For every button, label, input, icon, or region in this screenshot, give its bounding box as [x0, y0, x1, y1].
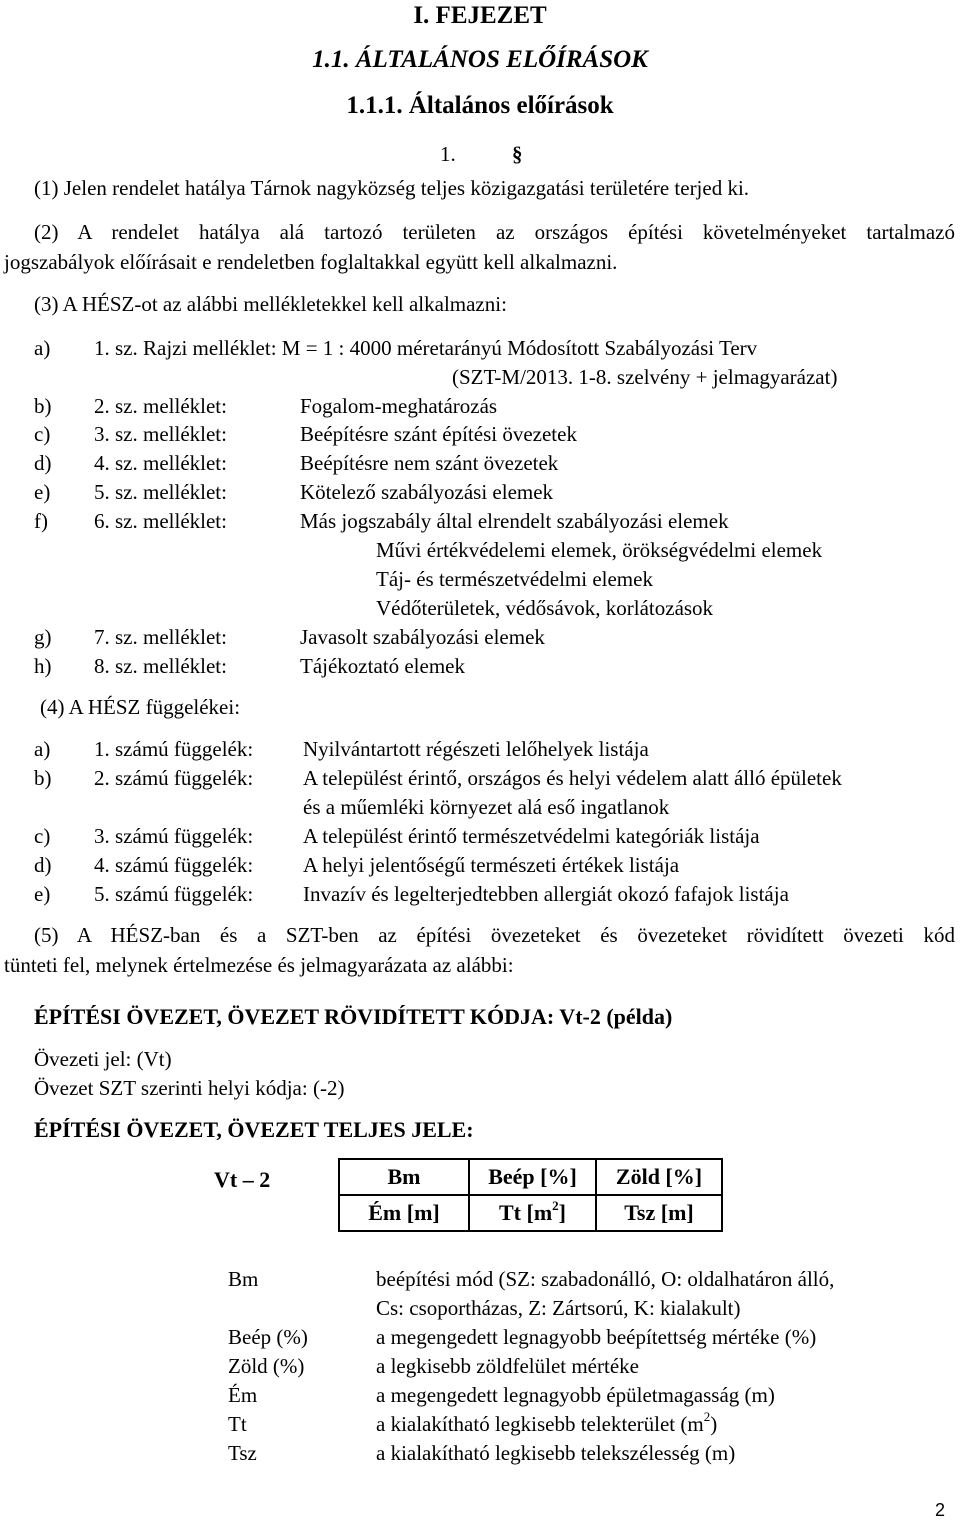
appendix-title: Nyilvántartott régészeti lelőhelyek listája — [303, 737, 649, 761]
zone-code: Övezet SZT szerinti helyi kódja: (-2) — [34, 1076, 345, 1100]
appendix-title: A települést érintő, országos és helyi védelem alatt álló épületek — [303, 766, 842, 790]
annex-title: Beépítésre nem szánt övezetek — [300, 451, 559, 475]
zone-mark: Övezeti jel: (Vt) — [34, 1047, 172, 1071]
annex-number: 6. sz. melléklet: — [94, 509, 227, 533]
annex-letter: c) — [34, 422, 51, 446]
appendix-title-cont: és a műemléki környezet alá eső ingatlanok — [303, 795, 670, 819]
annex-letter: h) — [34, 654, 52, 678]
annex-title: Fogalom-meghatározás — [300, 394, 498, 418]
annex-item-text-cont: (SZT-M/2013. 1-8. szelvény + jelmagyarázat) — [452, 365, 838, 389]
legend-abbr: Ém — [228, 1383, 258, 1407]
appendix-number: 1. számú függelék: — [94, 737, 254, 761]
appendix-number: 4. számú függelék: — [94, 853, 254, 877]
subsection-heading: 1.1.1. Általános előírások — [346, 92, 614, 119]
appendix-letter: a) — [34, 737, 51, 761]
legend-desc — [376, 1409, 718, 1436]
legend-abbr: Tt — [228, 1412, 247, 1436]
annex-number: 7. sz. melléklet: — [94, 625, 227, 649]
appendix-number: 3. számú függelék: — [94, 824, 254, 848]
annex-item-text: 1. sz. Rajzi melléklet: M = 1 : 4000 méretarányú Módosított Szabályozási Terv — [94, 336, 758, 360]
appendix-letter: e) — [34, 882, 51, 906]
annex-number: 2. sz. melléklet: — [94, 394, 227, 418]
appendix-letter: c) — [34, 824, 51, 848]
annex-sub-item: Művi értékvédelemi elemek, örökségvédelmi elemek — [376, 538, 823, 562]
annex-number: 4. sz. melléklet: — [94, 451, 227, 475]
short-code-heading: ÉPÍTÉSI ÖVEZET, ÖVEZET RÖVIDÍTETT KÓDJA: Vt-2 (példa) — [34, 1004, 673, 1029]
full-mark-heading: ÉPÍTÉSI ÖVEZET, ÖVEZET TELJES JELE: — [34, 1117, 474, 1142]
paragraph-5-line-1: (5) A HÉSZ-ban és a SZT-ben az építési övezeteket és övezeteket rövidített övezeti kód — [34, 923, 955, 947]
annex-letter: a) — [34, 336, 51, 360]
appendix-letter: d) — [34, 853, 52, 877]
annex-letter: f) — [34, 509, 48, 533]
paragraph-1: (1) Jelen rendelet hatálya Tárnok nagyközség teljes közigazgatási területére terjed ki. — [34, 176, 750, 200]
annex-title: Kötelező szabályozási elemek — [300, 480, 554, 504]
paragraph-2-line-2: jogszabályok előírásait e rendeletben foglaltakkal együtt kell alkalmazni. — [4, 250, 618, 274]
annex-number: 5. sz. melléklet: — [94, 480, 227, 504]
table-cell: Bm — [339, 1159, 469, 1195]
table-cell: Zöld [%] — [596, 1159, 722, 1195]
cell-text: ] — [558, 1200, 566, 1225]
legend-abbr: Beép (%) — [228, 1325, 308, 1349]
paragraph-2-line-1: (2) A rendelet hatálya alá tartozó területen az országos építési követelményeket tartalmazó — [34, 220, 955, 244]
table-row — [339, 1159, 722, 1195]
appendix-title: A települést érintő természetvédelmi kategóriák listája — [303, 824, 760, 848]
legend-abbr: Zöld (%) — [228, 1354, 305, 1378]
zone-code-table — [338, 1158, 723, 1232]
paragraph-sign: § — [512, 142, 523, 166]
annex-letter: g) — [34, 625, 52, 649]
annex-title: Beépítésre szánt építési övezetek — [300, 422, 577, 446]
legend-superscript: 2 — [703, 1409, 711, 1424]
annex-sub-item: Védőterületek, védősávok, korlátozások — [376, 596, 714, 620]
appendix-title: A helyi jelentőségű természeti értékek listája — [303, 853, 680, 877]
table-cell: Tsz [m] — [596, 1195, 722, 1231]
legend-abbr: Bm — [228, 1267, 259, 1291]
appendix-number: 5. számú függelék: — [94, 882, 254, 906]
section-heading: 1.1. ÁLTALÁNOS ELŐÍRÁSOK — [312, 46, 648, 73]
legend-desc: a legkisebb zöldfelület mértéke — [376, 1354, 639, 1378]
legend-desc: a kialakítható legkisebb telekszélesség (m) — [376, 1441, 736, 1465]
legend-desc: a megengedett legnagyobb beépítettség mértéke (%) — [376, 1325, 817, 1349]
annex-number: 8. sz. melléklet: — [94, 654, 227, 678]
table-cell — [469, 1195, 596, 1231]
annex-letter: e) — [34, 480, 51, 504]
legend-desc: a megengedett legnagyobb épületmagasság (m) — [376, 1383, 775, 1407]
paragraph-5-line-2: tünteti fel, melynek értelmezése és jelmagyarázata az alábbi: — [4, 953, 514, 977]
legend-desc: beépítési mód (SZ: szabadonálló, O: oldalhatáron álló, — [376, 1267, 835, 1291]
annex-title: Javasolt szabályozási elemek — [300, 625, 545, 649]
annex-letter: b) — [34, 394, 52, 418]
annex-title: Tájékoztató elemek — [300, 654, 465, 678]
table-cell: Beép [%] — [469, 1159, 596, 1195]
chapter-heading: I. FEJEZET — [413, 2, 547, 29]
cell-superscript: 2 — [552, 1197, 559, 1213]
annex-letter: d) — [34, 451, 52, 475]
annex-title: Más jogszabály által elrendelt szabályozási elemek — [300, 509, 729, 533]
annex-sub-item: Táj- és természetvédelmi elemek — [376, 567, 653, 591]
full-mark-label: Vt – 2 — [214, 1167, 271, 1192]
paragraph-3: (3) A HÉSZ-ot az alábbi mellékletekkel kell alkalmazni: — [34, 292, 507, 316]
legend-abbr: Tsz — [228, 1441, 257, 1465]
appendix-title: Invazív és legelterjedtebben allergiát okozó fafajok listája — [303, 882, 789, 906]
annex-number: 3. sz. melléklet: — [94, 422, 227, 446]
appendix-number: 2. számú függelék: — [94, 766, 254, 790]
appendix-letter: b) — [34, 766, 52, 790]
paragraph-4: (4) A HÉSZ függelékei: — [40, 695, 241, 719]
legend-desc-text: ) — [710, 1412, 718, 1436]
table-row — [339, 1195, 722, 1231]
page-number: 2 — [935, 1500, 946, 1520]
legend-desc-cont: Cs: csoportházas, Z: Zártsorú, K: kialakult) — [376, 1296, 741, 1320]
cell-text: Tt [m — [499, 1200, 553, 1225]
legend-desc-text: a kialakítható legkisebb telekterület (m — [376, 1412, 704, 1436]
table-cell: Ém [m] — [339, 1195, 469, 1231]
paragraph-number: 1. — [440, 142, 456, 166]
